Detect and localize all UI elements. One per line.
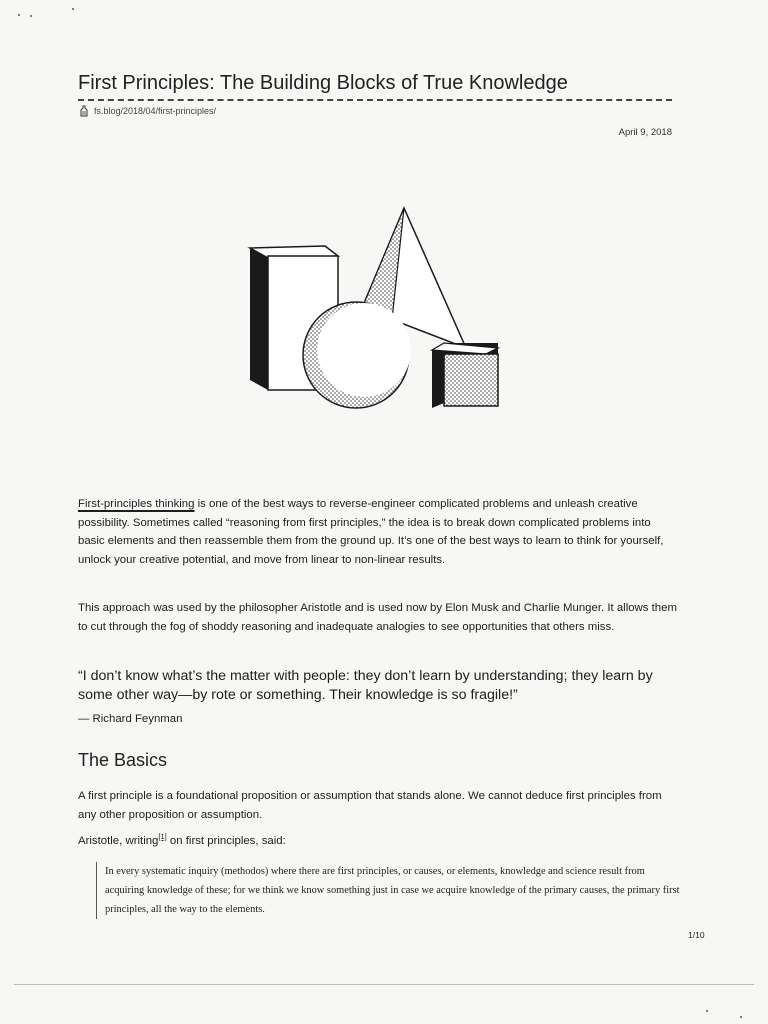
source-url-row[interactable]	[78, 105, 216, 117]
scan-speck	[72, 8, 74, 10]
page-title: First Principles: The Building Blocks of True Knowledge	[78, 72, 568, 94]
cube-shape	[432, 343, 498, 408]
scan-speck	[18, 14, 20, 16]
intro-paragraph-text: is one of the best ways to reverse-engineer complicated problems and unleash creative possibility. Sometimes called “reasoning from first principles,” the idea is to break down complicated problems into basic elements and then reassemble them from the ground up. It’s one of the best ways to learn to think for yourself, unlock your creative potential, and move from linear to non-linear results.	[78, 498, 664, 566]
scan-speck	[706, 1010, 708, 1012]
title-divider	[78, 99, 672, 101]
quote-attribution: — Richard Feynman	[78, 713, 183, 725]
source-url[interactable]: fs.blog/2018/04/first-principles/	[94, 106, 217, 116]
footnote-link[interactable]: [1]	[158, 832, 167, 841]
sphere-shape	[303, 302, 411, 408]
feynman-quote: “I don’t know what’s the matter with people: they don’t learn by understanding; they learn by some other way—by rote or something. Their knowledge is so fragile!”	[78, 668, 653, 703]
intro-paragraph	[78, 495, 678, 569]
geometric-shapes-illustration	[240, 198, 510, 416]
aristotle-intro	[78, 832, 286, 847]
basics-paragraph: A first principle is a foundational proposition or assumption that stands alone. We cannot deduce first principles from any other proposition or assumption.	[78, 790, 662, 821]
link-icon	[78, 105, 90, 117]
aristotle-intro-text: Aristotle, writing	[78, 834, 159, 847]
first-principles-link[interactable]: First-principles thinking	[78, 498, 195, 510]
approach-paragraph: This approach was used by the philosopher Aristotle and is used now by Elon Musk and Charlie Munger. It allows them to cut through the fog of shoddy reasoning and inadequate analogies to see opportunities that others miss.	[78, 602, 677, 633]
aristotle-blockquote: In every systematic inquiry (methodos) where there are first principles, or causes, or elements, knowledge and science result from acquiring knowledge of these; for we think we know something just in case we acquire knowledge of the primary causes, the primary first principles, all the way to the elements.	[96, 862, 683, 919]
section-heading-basics: The Basics	[78, 750, 168, 770]
page-number: 1/10	[688, 930, 705, 940]
scan-speck	[30, 15, 32, 17]
scan-speck	[740, 1016, 742, 1018]
publish-date: April 9, 2018	[618, 127, 672, 138]
page-bottom-rule	[14, 984, 754, 985]
aristotle-intro-text-end: on first principles, said:	[166, 834, 286, 847]
